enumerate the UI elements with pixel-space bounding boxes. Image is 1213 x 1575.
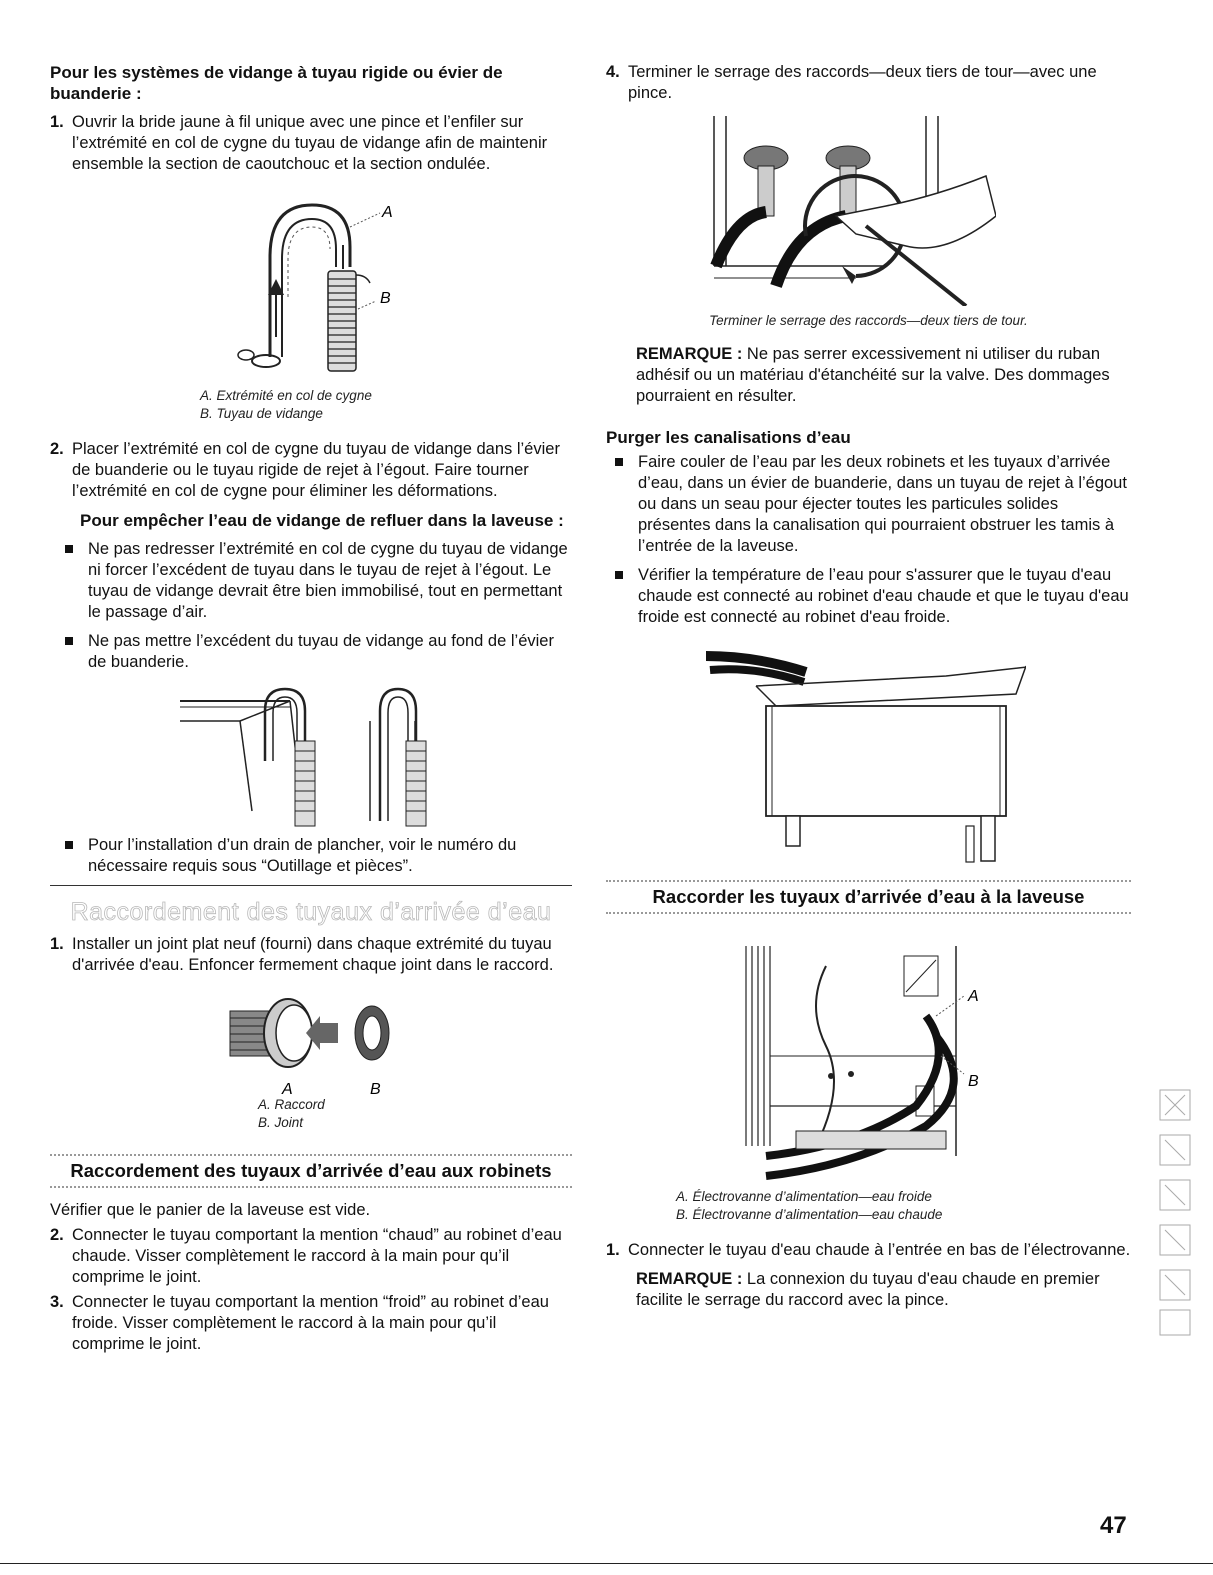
step-number: 2.	[50, 1226, 64, 1244]
step-2-place	[50, 439, 572, 502]
remark-hot-first	[606, 1269, 1131, 1311]
fig-label-b: B	[968, 1073, 979, 1090]
remark-text: Ne pas serrer excessivement ni utiliser du ruban adhésif ou un matériau d'étanchéité sur la valve. Des dommages pourraient en résulter.	[636, 345, 1110, 405]
dotted-rule	[606, 880, 1131, 884]
coupling-gasket-figure	[220, 986, 460, 1096]
figure-caption	[258, 1096, 572, 1132]
step-number: 4.	[606, 63, 620, 81]
caption-b: B. Électrovanne d’alimentation—eau chaude	[676, 1207, 943, 1222]
step-text: Connecter le tuyau comportant la mention “froid” au robinet d’eau froide. Visser complètement le raccord à la main pour qu’il comprime le joint.	[72, 1293, 549, 1353]
caption-a: A. Extrémité en col de cygne	[200, 388, 372, 403]
fig-label-b: B	[370, 1081, 381, 1096]
step-number: 3.	[50, 1293, 64, 1311]
step-number: 1.	[50, 113, 64, 131]
caption-b: B. Joint	[258, 1115, 304, 1130]
section-title-ghost: Raccordement des tuyaux d’arrivée d’eau	[70, 898, 552, 926]
caption-a: A. Électrovanne d’alimentation—eau froide	[676, 1189, 932, 1204]
language-tab-graphic	[1150, 1080, 1200, 1340]
dotted-rule	[50, 1186, 572, 1190]
heading-rigid-drain: Pour les systèmes de vidange à tuyau rigide ou évier de buanderie :	[50, 63, 503, 103]
step-text: Connecter le tuyau d'eau chaude à l’entrée en bas de l’électrovanne.	[628, 1241, 1131, 1259]
section-title-faucets: Raccordement des tuyaux d’arrivée d’eau aux robinets	[70, 1160, 552, 1181]
list-item: Ne pas redresser l’extrémité en col de cygne du tuyau de vidange ni forcer l’excédent de tuyau dans le tuyau de rejet à l’égout. Le tuyau de vidange devrait être bien immobilisé, tout en permettant le passage d’air.	[56, 539, 572, 623]
step-4-tighten	[606, 62, 1131, 104]
step-text: Ouvrir la bride jaune à fil unique avec une pince et l’enfiler sur l’extrémité en col de cygne du tuyau de vidange afin de maintenir ensemble la section de caoutchouc et la section ondulée.	[72, 113, 548, 173]
step-cold-faucet	[50, 1292, 572, 1355]
fig-label-a: A	[382, 204, 393, 221]
fig-label-a: A	[968, 988, 979, 1005]
laundry-tub-figure	[696, 636, 1026, 866]
remark-no-overtighten	[606, 344, 1131, 407]
step-1-clamp	[50, 112, 572, 175]
list-item: Faire couler de l’eau par les deux robinets et les tuyaux d’arrivée d’eau, dans un évier de buanderie, dans un tuyau de rejet à l’égout ou dans un seau pour éjecter toutes les particules solides présentes dans la canalisation qui pourraient obstruer les tamis à l’entrée de la laveuse.	[606, 452, 1131, 557]
step-hot-inlet	[606, 1240, 1131, 1261]
dotted-rule	[606, 912, 1131, 916]
step-number: 1.	[50, 935, 64, 953]
remark-label: REMARQUE :	[636, 1270, 743, 1288]
basket-check-text: Vérifier que le panier de la laveuse est vide.	[50, 1201, 371, 1219]
washer-valves-figure	[736, 946, 996, 1186]
step-hot-faucet	[50, 1225, 572, 1288]
step-text: Terminer le serrage des raccords—deux tiers de tour—avec une pince.	[628, 63, 1097, 102]
heading-purge: Purger les canalisations d’eau	[606, 428, 851, 447]
list-item: Pour l’installation d’un drain de plancher, voir le numéro du nécessaire requis sous “Outillage et pièces”.	[56, 835, 572, 877]
right-column	[606, 62, 1131, 1311]
remark-text: La connexion du tuyau d'eau chaude en premier facilite le serrage du raccord avec la pince.	[636, 1270, 1100, 1309]
purge-list	[606, 452, 1131, 628]
fig-label-a: A	[282, 1081, 293, 1096]
heading-backflow: Pour empêcher l’eau de vidange de refluer dans la laveuse :	[80, 511, 564, 530]
list-item: Ne pas mettre l’excédent du tuyau de vidange au fond de l’évier de buanderie.	[56, 631, 572, 673]
floor-drain-list	[50, 835, 572, 877]
figure-caption	[200, 387, 572, 423]
tighten-fittings-figure	[706, 116, 996, 306]
figure-caption	[676, 1188, 1131, 1224]
gooseneck-hose-figure	[230, 187, 430, 387]
section-title-washer: Raccorder les tuyaux d’arrivée d’eau à la laveuse	[652, 886, 1085, 907]
backflow-list	[50, 539, 572, 673]
step-text: Placer l’extrémité en col de cygne du tuyau de vidange dans l’évier de buanderie ou le tuyau rigide de rejet à l’égout. Faire tourner l’extrémité en col de cygne pour éliminer les déformations.	[72, 440, 560, 500]
section-divider	[50, 885, 572, 886]
list-item: Vérifier la température de l’eau pour s'assurer que le tuyau d'eau chaude est connecté au robinet d'eau chaude et que le tuyau d'eau froide est connecté au robinet d'eau froide.	[606, 565, 1131, 628]
step-install-gasket	[50, 934, 572, 976]
figure-caption: Terminer le serrage des raccords—deux tiers de tour.	[709, 313, 1028, 328]
fig-label-b: B	[380, 290, 391, 307]
left-column	[50, 62, 572, 1355]
bottom-rule	[0, 1563, 1213, 1564]
step-text: Installer un joint plat neuf (fourni) dans chaque extrémité du tuyau d'arrivée d'eau. Enfoncer fermement chaque joint dans le raccord.	[72, 935, 554, 974]
remark-label: REMARQUE :	[636, 345, 743, 363]
step-text: Connecter le tuyau comportant la mention “chaud” au robinet d’eau chaude. Visser complètement le raccord à la main pour qu’il comprime le joint.	[72, 1226, 562, 1286]
step-number: 2.	[50, 440, 64, 458]
caption-b: B. Tuyau de vidange	[200, 406, 323, 421]
caption-a: A. Raccord	[258, 1097, 325, 1112]
sink-standpipe-figure	[170, 681, 470, 831]
dotted-rule	[50, 1154, 572, 1158]
step-number: 1.	[606, 1241, 620, 1259]
page-number: 47	[1100, 1512, 1127, 1539]
